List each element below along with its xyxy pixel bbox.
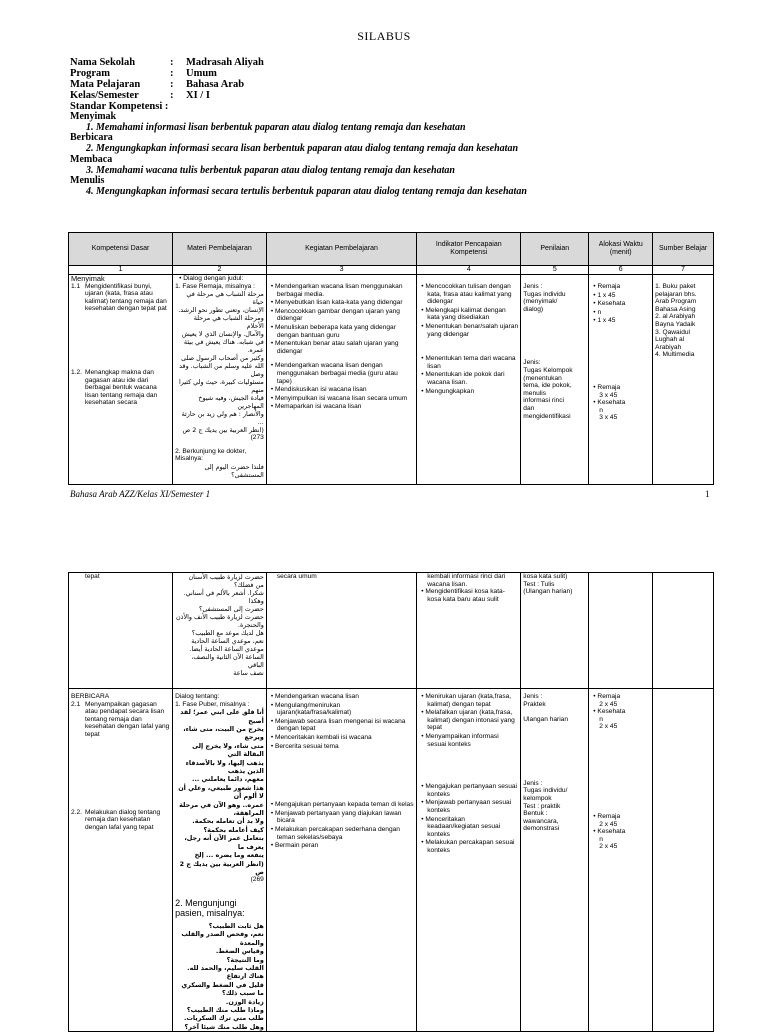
kegiatan-item-text: Bermain peran <box>274 842 319 850</box>
page-number: 1 <box>705 489 710 499</box>
page-1 <box>0 0 768 500</box>
col-number: 3 <box>266 266 416 275</box>
penilaian-line: (menentukan <box>523 374 562 382</box>
penilaian-line: Ulangan harian <box>523 716 569 724</box>
col-number: 5 <box>521 266 589 275</box>
kegiatan-item-text: Menjawab pertanyaan yang diajukan lawan bicara <box>274 809 402 825</box>
materi-item: 2. Mengunjungi pasien, misalnya: <box>175 897 245 918</box>
indikator-item: • Menjawab pertanyaan sesuai konteks <box>421 799 512 814</box>
syllabus-table <box>68 232 714 485</box>
materi-item: Misalnya: <box>175 455 203 463</box>
page-gap <box>0 500 768 572</box>
header-value: Bahasa Arab <box>186 79 245 90</box>
kegiatan-item-text: Menentukan benar atau salah ujaran yang didengar <box>274 340 399 355</box>
alokasi-item: • 1 x 45 <box>593 291 616 299</box>
kegiatan-item: • Mendiskusikan isi wacana lisan <box>270 386 367 394</box>
sumber-item: 4. Multimedia <box>655 351 695 359</box>
kegiatan-item: • Bercerita sesuai tema <box>270 742 339 750</box>
arabic-line: زيادة الوزن. <box>225 997 264 1006</box>
penilaian-line: Jenis : <box>523 693 543 700</box>
penilaian-line: (menyimak/ <box>523 298 558 306</box>
header-key: Kelas/Semester <box>70 90 139 101</box>
penilaian-line: Jenis : <box>523 779 543 787</box>
kegiatan-item-text: Menjawab secara lisan mengenai isi wacana dengan tepat <box>274 717 406 733</box>
penilaian-cell <box>521 689 589 1032</box>
alokasi-line: n <box>599 715 603 723</box>
arabic-line: نعم، موعدي الساعة الحادية <box>191 637 264 645</box>
header-colon: : <box>170 90 174 101</box>
kegiatan-cell <box>266 573 416 689</box>
standar-item: 2. Mengungkapkan informasi secara lisan berbentuk paparan atau dialog tentang remaja dan kesehatan <box>86 143 519 155</box>
indikator-item: • Mencocokkan tulisan dengan kata, frasa atau kalimat yang didengar <box>421 283 512 306</box>
kompetensi-dasar-cell <box>69 275 173 485</box>
header-sumber: Sumber Belajar <box>653 233 714 266</box>
header-row <box>70 68 264 79</box>
indikator-item: • Mengidentifikasi kosa kata-kosa kata baru atau sulit <box>421 588 505 603</box>
alokasi-cell <box>589 275 653 485</box>
kegiatan-item: • Menentukan benar atau salah ujaran yang didengar <box>270 340 399 355</box>
sumber-cell <box>653 689 714 1032</box>
indikator-item: • Menyampaikan informasi sesuai konteks <box>421 732 499 748</box>
reference-text: (انظر العربية بين يديك ج 2 ص <box>179 859 264 876</box>
alokasi-line: 2 x 45 <box>599 843 618 851</box>
indikator-item: • Mengungkapkan <box>421 387 475 395</box>
arabic-line: والحنجرة. <box>237 621 264 629</box>
alokasi-line: n <box>599 835 603 843</box>
arabic-line: متى شاء، ولا يخرج إلى البقالة التي <box>192 741 264 759</box>
alokasi-item: • 1 x 45 <box>593 317 616 325</box>
kegiatan-item: • Mengulang/menirukan ujaran(kata/frasa/kalimat) <box>270 701 352 717</box>
header-row <box>70 57 264 68</box>
kegiatan-item: • Menjawab pertanyaan yang diajukan lawan bicara <box>270 809 402 825</box>
section-label: Menyimak <box>71 274 105 283</box>
standar-item: 3. Memahami wacana tulis berbentuk paparan atau dialog tentang remaja dan kesehatan <box>86 164 455 176</box>
indikator-item-text: Menjawab pertanyaan sesuai konteks <box>425 799 512 814</box>
alokasi-line: • Remaja <box>593 693 621 700</box>
indikator-item: • Menceritakan keadaan/kegiatan sesuai konteks <box>421 815 501 838</box>
arabic-line: يخرج من البيت، متى شاء، ويرجع <box>183 725 264 742</box>
alokasi-item-text: n <box>597 308 602 316</box>
kegiatan-item: • Bermain peran <box>270 842 319 850</box>
kegiatan-item: • Mengajukan pertanyaan kepada teman di kelas <box>270 801 414 809</box>
penilaian-line <box>523 708 586 716</box>
kegiatan-item-text: Menyebutkan lisan kata-kata yang didengar <box>274 299 403 307</box>
kompetensi-dasar-cell <box>69 573 173 689</box>
arabic-line: من فضلك؟ <box>234 581 264 589</box>
reference-page: (269 <box>250 876 264 884</box>
kd-number: 2.2. <box>71 808 82 816</box>
penilaian-cell <box>521 573 589 689</box>
kegiatan-item-text: Memaparkan isi wacana lisan <box>274 403 362 411</box>
arabic-line: الإنسان، وتعني تطور نحو الرشد. <box>178 306 264 315</box>
penilaian-line: mengidentifikasi <box>523 412 571 420</box>
arabic-line: وماذا طلب منك الطبيب؟ <box>186 1005 264 1014</box>
arabic-line: موعدي الساعة الحادية أيضا. <box>189 645 264 653</box>
col-number: 1 <box>69 266 173 275</box>
indikator-item: • Menentukan benar/salah ujaran yang didengar <box>421 322 519 338</box>
kd-number: 1.2. <box>71 368 82 376</box>
indikator-item-text: Menirukan ujaran (kata,frasa, kalimat) dengan tepat <box>425 693 512 708</box>
alokasi-line: 2 x 45 <box>599 723 618 731</box>
kegiatan-item: • Mendengarkan wacana lisan dengan menggunakan berbagai media (guru atau tape) <box>270 362 398 385</box>
header-value: Madrasah Aliyah <box>186 57 264 68</box>
indikator-item: • Melengkapi kalimat dengan kata yang disediakan <box>421 306 506 322</box>
indikator-item-text: Menyampaikan informasi sesuai konteks <box>425 732 499 748</box>
penilaian-line: dialog) <box>523 305 544 313</box>
alokasi-item: • Kesehata <box>593 300 626 308</box>
alokasi-item: • Remaja <box>593 283 621 290</box>
alokasi-line: 3 x 45 <box>599 391 618 399</box>
materi-intro: • Dialog dengan judul: <box>179 275 244 282</box>
arabic-line: عمره.. وهو الآن في مرحلة المراهقة، <box>179 800 264 818</box>
alokasi-item: • n <box>593 308 602 316</box>
header-kegiatan: Kegiatan Pembelajaran <box>266 233 416 266</box>
kegiatan-item: • Memaparkan isi wacana lisan <box>270 403 362 411</box>
materi-item: 1. Fase Remaja, misalnya : <box>175 282 255 290</box>
indikator-item-text: Mengungkapkan <box>425 387 475 395</box>
alokasi-line: • Remaja <box>593 812 621 820</box>
kegiatan-item-text: Mendiskusikan isi wacana lisan <box>274 386 367 394</box>
arabic-line: قليل في الضغط والسكري <box>181 980 264 989</box>
materi-item: 1. Fase Puber, misalnya : <box>175 700 250 708</box>
indikator-item-text: Melengkapi kalimat dengan kata yang disediakan <box>425 306 506 322</box>
kegiatan-item-text: Mendengarkan wacana lisan menggunakan berbagai media. <box>274 283 403 298</box>
indikator-cell <box>417 275 521 485</box>
reference-page: (273 <box>250 434 264 442</box>
kegiatan-item: • Mencocokkan gambar dengan ujaran yang didengar <box>270 307 400 323</box>
arabic-line: طلب مني ترك السكريات. <box>184 1014 264 1023</box>
header-penilaian: Penilaian <box>521 233 589 266</box>
arabic-line: في شبابه. هناك يعيش في بيئة عمره. <box>183 338 264 355</box>
indikator-item-text: Menceritakan keadaan/kegiatan sesuai konteks <box>425 815 501 838</box>
header-colon <box>170 101 186 112</box>
indikator-item: • Menirukan ujaran (kata,frasa, kalimat) dengan tepat <box>421 693 512 708</box>
arabic-line: وما النتيجة؟ <box>226 955 264 964</box>
alokasi-cell <box>589 573 653 689</box>
header-colon: : <box>170 57 174 68</box>
header-indikator: Indikator Pencapaian Kompetensi <box>417 233 521 266</box>
arabic-line: مرحلة الشباب هي مرحلة في حياة <box>186 290 264 307</box>
arabic-line: أنا قلق على ابني عمر؛ لقد أصبح <box>180 708 264 725</box>
penilaian-line: Tugas individu/ <box>523 787 568 795</box>
kegiatan-item-text: Mengulang/menirukan ujaran(kata/frasa/kalimat) <box>274 701 352 717</box>
kegiatan-item-text: Menuliskan beberapa kata yang didengar dengan bantuan guru <box>274 323 396 339</box>
alokasi-line: • Remaja <box>593 383 621 391</box>
header-materi: Materi Pembelajaran <box>173 233 267 266</box>
arabic-line: حضرت لزيارة طبيب الأسنان <box>188 573 264 581</box>
penilaian-line: informasi rinci <box>523 397 564 405</box>
kegiatan-item-text: Mengajukan pertanyaan kepada teman di kelas <box>274 801 414 809</box>
indikator-item: • Mengajukan pertanyaan sesuai konteks <box>421 783 518 798</box>
standar-kompetensi <box>70 112 710 198</box>
alokasi-item-text: Kesehata <box>597 300 626 308</box>
penilaian-line: wawancara, <box>523 817 559 825</box>
arabic-line: ومرحلة الشباب هي مرحلة الأحلام <box>193 314 264 331</box>
header-key: Standar Kompetensi : <box>70 101 169 112</box>
document-title: SILABUS <box>357 29 411 43</box>
kd-text: Mengidentifikasi bunyi, ujaran (kata, frasa atau kalimat) tentang remaja dan kesehatan dengan tepat pat <box>85 282 167 313</box>
kegiatan-item: • Melakukan percakapan sederhana dengan teman sekelas/sebaya <box>270 825 400 841</box>
alokasi-line: • Kesehata <box>593 828 626 836</box>
sumber-item: 2. al Arabiyah Bayna Yadaik <box>655 313 696 328</box>
penilaian-cell <box>521 275 589 485</box>
alokasi-item-text: Remaja <box>597 283 621 290</box>
alokasi-line: 2 x 45 <box>599 820 618 828</box>
sumber-cell <box>653 573 714 689</box>
syllabus-table-continued <box>68 572 714 1032</box>
kd-text: Menyampaikan gagasan atau pendapat secara lisan tentang remaja dan kesehatan dengan lafal yang tepat <box>85 700 170 738</box>
arabic-text: فلنذا حضرت اليوم إلى المستشفى؟ <box>204 462 264 479</box>
penilaian-line: Test : Tulis <box>523 580 555 588</box>
arabic-line: ما سبب ذلك؟ <box>222 989 264 998</box>
kd-text: Melakukan dialog tentang remaja dan kesehatan dengan lafal yang tepat <box>85 808 161 831</box>
kegiatan-cell <box>266 275 416 485</box>
arabic-line: الساعة الآن الثانية والنصف، الباقي <box>191 653 264 669</box>
col-number: 2 <box>173 266 267 275</box>
kegiatan-item-text: Menceritakan kembali isi wacana <box>274 733 372 741</box>
standar-section: Membaca <box>70 153 113 165</box>
header-row <box>70 90 264 101</box>
alokasi-item-text: 1 x 45 <box>597 291 616 299</box>
kegiatan-item: • Mendengarkan wacana lisan menggunakan berbagai media. <box>270 283 403 298</box>
penilaian-line: menulis <box>523 389 547 397</box>
kd-text: tepat <box>85 573 100 580</box>
kompetensi-dasar-cell <box>69 689 173 1032</box>
alokasi-line: • Kesehata <box>593 708 626 716</box>
arabic-line: وهل طلب منك شيئا آخر؟ <box>184 1022 264 1031</box>
kegiatan-item-text: Mendengarkan wacana lisan dengan menggunakan berbagai media (guru atau tape) <box>274 362 398 385</box>
indikator-item-text: Mencocokkan tulisan dengan kata, frasa atau kalimat yang didengar <box>425 283 512 306</box>
standar-section: Menyimak <box>70 111 117 122</box>
header-key: Program <box>70 68 111 79</box>
arabic-line: بتعامل عمر الآن أنه رجل، يعرف ما <box>184 834 264 851</box>
kegiatan-item: • Menjawab secara lisan mengenai isi wacana dengan tepat <box>270 717 406 733</box>
arabic-line: يذهب إليها، ولا بالأصدقاء الذين يذهب <box>185 758 264 776</box>
penilaian-line: kelompok <box>523 794 552 802</box>
alokasi-line: • Kesehata <box>593 399 626 407</box>
alokasi-item-text: 1 x 45 <box>597 317 616 325</box>
penilaian-line: Jenis : <box>523 283 543 290</box>
arabic-line: والأنصار : هم ولي زيد بن حارثة ... <box>181 410 264 427</box>
indikator-item-text: Menentukan benar/salah ujaran yang didengar <box>425 322 519 338</box>
alokasi-line: 3 x 45 <box>599 414 618 422</box>
indikator-item-text: Melafalkan ujaran (kata,frasa, kalimat) dengan intonasi yang tepat <box>425 709 515 732</box>
page-footer: Bahasa Arab AZZ/Kelas XI/Semester 1 <box>70 489 211 499</box>
header-key: Nama Sekolah <box>70 57 136 68</box>
materi-cell <box>173 573 267 689</box>
indikator-item-text: Menentukan ide pokok dari wacana lisan. <box>425 371 505 386</box>
section-label: BERBICARA <box>71 693 110 700</box>
arabic-line: نصف ساعة <box>233 669 264 677</box>
header-colon: : <box>170 79 174 90</box>
arabic-line: كيف أعامله بحكمة؟ <box>203 825 264 834</box>
arabic-line: حضرت إلى المستشفى؟ <box>198 605 264 613</box>
arabic-line: والآمال. والإنسان الذي لا يعيش <box>181 330 264 339</box>
penilaian-line: Tugas individu <box>523 290 566 298</box>
arabic-line: هل ثابت الطبيب؟ <box>208 921 264 930</box>
arabic-line: نعم، وفحص الصدر والقلب والمعدة <box>181 930 264 947</box>
kegiatan-item: • Mendengarkan wacana lisan <box>270 693 359 700</box>
penilaian-line: Jenis: <box>523 359 541 367</box>
materi-intro: Dialog tentang: <box>175 693 220 700</box>
penilaian-line: Tugas Kelompok <box>523 366 573 374</box>
alokasi-cell <box>589 689 653 1032</box>
standar-section: Menulis <box>70 175 105 187</box>
kegiatan-item-text: Menyimpulkan isi wacana lisan secara umum <box>274 394 408 402</box>
arabic-line: وكثير من أصحاب الرسول صلى <box>181 354 264 363</box>
kegiatan-item: secara umum <box>276 573 317 580</box>
identity-block <box>70 57 264 112</box>
standar-section: Berbicara <box>70 132 113 144</box>
penilaian-line: Test : praktik <box>523 802 561 810</box>
penilaian-line: tema, ide pokok, <box>523 382 572 390</box>
col-number: 6 <box>589 266 653 275</box>
penilaian-line: Praktek <box>523 700 546 708</box>
indikator-item-text: Menentukan tema dari wacana lisan <box>425 355 516 370</box>
kegiatan-item-text: Melakukan percakapan sederhana dengan teman sekelas/sebaya <box>274 825 400 841</box>
kegiatan-item: • Menuliskan beberapa kata yang didengar dengan bantuan guru <box>270 323 396 339</box>
header-value: XI / I <box>186 90 210 101</box>
arabic-line: هل لديك موعد مع الطبيب؟ <box>191 629 264 637</box>
indikator-item-text: Melakukan percakapan sesuai konteks <box>425 839 515 854</box>
header-alokasi: Alokasi Waktu (menit) <box>589 233 653 266</box>
kegiatan-item-text: Bercerita sesuai tema <box>274 742 339 750</box>
arabic-line: شكرا. أشعر بالألم في أسناني. وهكذا <box>183 589 264 605</box>
col-number: 4 <box>417 266 521 275</box>
standar-item: 1. Memahami informasi lisan berbentuk paparan atau dialog tentang remaja dan kesehatan <box>86 121 466 133</box>
kegiatan-item-text: Mendengarkan wacana lisan <box>274 693 359 700</box>
col-number: 7 <box>653 266 714 275</box>
header-colon: : <box>170 68 174 79</box>
header-key: Mata Pelajaran <box>70 79 141 90</box>
standar-item: 4. Mengungkapkan informasi secara tertulis berbentuk paparan atau dialog tentang remaja dan kesehatan <box>86 185 527 197</box>
indikator-item: • Menentukan tema dari wacana lisan <box>421 355 516 370</box>
indikator-item: • Melakukan percakapan sesuai konteks <box>421 839 515 854</box>
arabic-text <box>175 290 264 426</box>
kd-number: 1.1 <box>71 282 81 290</box>
sumber-cell <box>653 275 714 485</box>
indikator-item: kembali informasi rinci dari wacana lisan. <box>427 573 506 588</box>
arabic-line: الله عليه وسلم من الشباب. وقد وصل <box>179 362 264 379</box>
penilaian-line: Bentuk : <box>523 810 548 818</box>
arabic-line: وقياس الضغط. <box>215 947 264 956</box>
indikator-cell <box>417 573 521 689</box>
indikator-item: • Melafalkan ujaran (kata,frasa, kalimat) dengan intonasi yang tepat <box>421 709 515 732</box>
kegiatan-cell <box>266 689 416 1032</box>
reference-text: (انظر العربية بين يديك ج 2 ص <box>182 426 264 435</box>
header-row <box>70 79 264 90</box>
arabic-line: ينفعه وما يضره ... إلخ <box>194 851 264 860</box>
materi-cell <box>173 275 267 485</box>
indikator-item: • Menentukan ide pokok dari wacana lisan. <box>421 371 505 386</box>
kd-number: 2.1 <box>71 700 81 708</box>
indikator-item-text: Mengajukan pertanyaan sesuai konteks <box>425 783 518 798</box>
penilaian-line: (Ulangan harian) <box>523 588 573 596</box>
materi-item: 2. Berkunjung ke dokter, <box>175 447 247 455</box>
page-2 <box>0 572 768 1031</box>
header-kompetensi-dasar: Kompetensi Dasar <box>69 233 173 266</box>
arabic-line: معهم، دائما يعاملني ... <box>192 775 264 784</box>
sumber-item: 1. Buku paket pelajaran bhs. Arab Program Bahasa Asing <box>655 283 697 313</box>
arabic-line: ولا بد أن تعامله بحكمة. <box>192 817 264 826</box>
penilaian-line: kosa kata sulit) <box>523 573 568 580</box>
materi-cell <box>173 689 267 1032</box>
arabic-line: قيادة الجيش، وفيه شيوخ المهاجرين <box>198 394 264 411</box>
arabic-line: القلب سليم، والحمد لله. هناك ارتفاع <box>187 963 264 981</box>
indikator-cell <box>417 689 521 1032</box>
kegiatan-item: • Menceritakan kembali isi wacana <box>270 733 372 741</box>
alokasi-line: n <box>599 406 603 414</box>
kegiatan-item: • Menyimpulkan isi wacana lisan secara umum <box>270 394 408 402</box>
kegiatan-item-text: Mencocokkan gambar dengan ujaran yang didengar <box>274 307 400 323</box>
sumber-item: 3. Qawaidul Lughah al Arabiyah <box>655 328 690 351</box>
arabic-line: مسئوليات كبيرة، حيث ولي كثيرا منهم <box>178 378 264 395</box>
kd-text: Menangkap makna dan gagasan atau ide dari berbagai bentuk wacana lisan tentang remaja dan kesehatan secara <box>85 368 158 407</box>
penilaian-line: dan <box>523 404 535 412</box>
arabic-line: هذا شعور طبيعي، وعلي أن لا ألوم أن <box>178 783 264 801</box>
header-value: Umum <box>186 68 217 79</box>
arabic-line: حضرت لزيارة طبيب الأنف والأذن <box>175 613 264 621</box>
alokasi-line: 2 x 45 <box>599 700 618 708</box>
penilaian-line: demonstrasi <box>523 825 560 833</box>
kegiatan-item: • Menyebutkan lisan kata-kata yang didengar <box>270 299 403 307</box>
